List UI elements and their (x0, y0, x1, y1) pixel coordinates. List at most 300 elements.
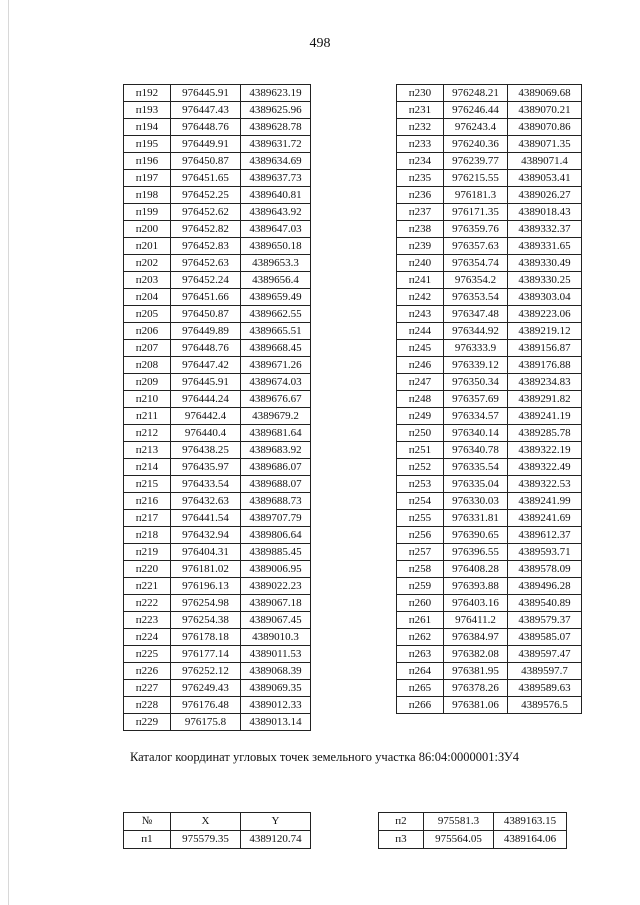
column-header-y: Y (241, 813, 311, 831)
table-row (397, 374, 582, 391)
table-row (397, 476, 582, 493)
point-id-cell: п211 (124, 408, 171, 425)
x-coordinate-cell: 976452.62 (171, 204, 241, 221)
table-row (397, 697, 582, 714)
table-row (397, 425, 582, 442)
table-row (124, 510, 311, 527)
table-row (397, 612, 582, 629)
x-coordinate-cell: 975581.3 (424, 813, 494, 831)
x-coordinate-cell: 976339.12 (444, 357, 508, 374)
point-id-cell: п218 (124, 527, 171, 544)
x-coordinate-cell: 976450.87 (171, 153, 241, 170)
x-coordinate-cell: 976239.77 (444, 153, 508, 170)
x-coordinate-cell: 976411.2 (444, 612, 508, 629)
x-coordinate-cell: 976243.4 (444, 119, 508, 136)
y-coordinate-cell: 4389668.45 (241, 340, 311, 357)
point-id-cell: п222 (124, 595, 171, 612)
table-row (124, 663, 311, 680)
y-coordinate-cell: 4389332.37 (508, 221, 582, 238)
x-coordinate-cell: 976254.38 (171, 612, 241, 629)
point-id-cell: п197 (124, 170, 171, 187)
x-coordinate-cell: 976393.88 (444, 578, 508, 595)
table-row (124, 374, 311, 391)
point-id-cell: п212 (124, 425, 171, 442)
table-row (124, 153, 311, 170)
point-id-cell: п201 (124, 238, 171, 255)
x-coordinate-cell: 976450.87 (171, 306, 241, 323)
x-coordinate-cell: 976433.54 (171, 476, 241, 493)
y-coordinate-cell: 4389322.49 (508, 459, 582, 476)
x-coordinate-cell: 976452.24 (171, 272, 241, 289)
table-row (397, 680, 582, 697)
y-coordinate-cell: 4389625.96 (241, 102, 311, 119)
point-id-cell: п208 (124, 357, 171, 374)
x-coordinate-cell: 976177.14 (171, 646, 241, 663)
point-id-cell: п194 (124, 119, 171, 136)
table-row (124, 527, 311, 544)
y-coordinate-cell: 4389659.49 (241, 289, 311, 306)
point-id-cell: п253 (397, 476, 444, 493)
table-row (397, 391, 582, 408)
point-id-cell: п254 (397, 493, 444, 510)
y-coordinate-cell: 4389679.2 (241, 408, 311, 425)
y-coordinate-cell: 4389637.73 (241, 170, 311, 187)
y-coordinate-cell: 4389070.86 (508, 119, 582, 136)
column-header-x: X (171, 813, 241, 831)
y-coordinate-cell: 4389628.78 (241, 119, 311, 136)
table-row (124, 714, 311, 731)
point-id-cell: п248 (397, 391, 444, 408)
point-id-cell: п231 (397, 102, 444, 119)
point-id-cell: п252 (397, 459, 444, 476)
table-row (397, 442, 582, 459)
y-coordinate-cell: 4389665.51 (241, 323, 311, 340)
y-coordinate-cell: 4389291.82 (508, 391, 582, 408)
y-coordinate-cell: 4389164.06 (494, 831, 567, 849)
y-coordinate-cell: 4389303.04 (508, 289, 582, 306)
table-row (124, 831, 311, 849)
point-id-cell: п263 (397, 646, 444, 663)
point-id-cell: п247 (397, 374, 444, 391)
point-id-cell: п195 (124, 136, 171, 153)
table-row (397, 510, 582, 527)
point-id-cell: п225 (124, 646, 171, 663)
table-row (124, 204, 311, 221)
table-header-row (124, 813, 311, 831)
y-coordinate-cell: 4389053.41 (508, 170, 582, 187)
x-coordinate-cell: 976354.74 (444, 255, 508, 272)
y-coordinate-cell: 4389067.45 (241, 612, 311, 629)
point-id-cell: п3 (379, 831, 424, 849)
x-coordinate-cell: 976448.76 (171, 119, 241, 136)
point-id-cell: п224 (124, 629, 171, 646)
table-row (397, 204, 582, 221)
x-coordinate-cell: 976176.48 (171, 697, 241, 714)
point-id-cell: п240 (397, 255, 444, 272)
y-coordinate-cell: 4389071.35 (508, 136, 582, 153)
x-coordinate-cell: 976452.82 (171, 221, 241, 238)
y-coordinate-cell: 4389589.63 (508, 680, 582, 697)
point-id-cell: п213 (124, 442, 171, 459)
y-coordinate-cell: 4389010.3 (241, 629, 311, 646)
x-coordinate-cell: 976353.54 (444, 289, 508, 306)
x-coordinate-cell: 976344.92 (444, 323, 508, 340)
y-coordinate-cell: 4389578.09 (508, 561, 582, 578)
point-id-cell: п237 (397, 204, 444, 221)
y-coordinate-cell: 4389623.19 (241, 85, 311, 102)
table-row (397, 357, 582, 374)
point-id-cell: п228 (124, 697, 171, 714)
coordinates-table-right (396, 84, 582, 714)
point-id-cell: п234 (397, 153, 444, 170)
table-row (124, 680, 311, 697)
y-coordinate-cell: 4389640.81 (241, 187, 311, 204)
y-coordinate-cell: 4389223.06 (508, 306, 582, 323)
point-id-cell: п217 (124, 510, 171, 527)
x-coordinate-cell: 976248.21 (444, 85, 508, 102)
y-coordinate-cell: 4389681.64 (241, 425, 311, 442)
x-coordinate-cell: 976215.55 (444, 170, 508, 187)
table-row (397, 561, 582, 578)
point-id-cell: п1 (124, 831, 171, 849)
y-coordinate-cell: 4389234.83 (508, 374, 582, 391)
y-coordinate-cell: 4389013.14 (241, 714, 311, 731)
point-id-cell: п229 (124, 714, 171, 731)
x-coordinate-cell: 976254.98 (171, 595, 241, 612)
x-coordinate-cell: 976252.12 (171, 663, 241, 680)
table-row (124, 459, 311, 476)
coordinates-table-left (123, 84, 311, 731)
point-id-cell: п235 (397, 170, 444, 187)
y-coordinate-cell: 4389496.28 (508, 578, 582, 595)
point-id-cell: п266 (397, 697, 444, 714)
x-coordinate-cell: 976178.18 (171, 629, 241, 646)
point-id-cell: п226 (124, 663, 171, 680)
x-coordinate-cell: 976240.36 (444, 136, 508, 153)
point-id-cell: п255 (397, 510, 444, 527)
x-coordinate-cell: 976440.4 (171, 425, 241, 442)
x-coordinate-cell: 976347.48 (444, 306, 508, 323)
x-coordinate-cell: 976333.9 (444, 340, 508, 357)
point-id-cell: п256 (397, 527, 444, 544)
x-coordinate-cell: 976449.91 (171, 136, 241, 153)
x-coordinate-cell: 976452.63 (171, 255, 241, 272)
y-coordinate-cell: 4389069.35 (241, 680, 311, 697)
y-coordinate-cell: 4389006.95 (241, 561, 311, 578)
y-coordinate-cell: 4389241.19 (508, 408, 582, 425)
y-coordinate-cell: 4389612.37 (508, 527, 582, 544)
table-row (124, 255, 311, 272)
x-coordinate-cell: 976357.63 (444, 238, 508, 255)
table-row (397, 238, 582, 255)
x-coordinate-cell: 976381.06 (444, 697, 508, 714)
y-coordinate-cell: 4389067.18 (241, 595, 311, 612)
table-row (124, 595, 311, 612)
table-row (124, 612, 311, 629)
x-coordinate-cell: 976404.31 (171, 544, 241, 561)
table-row (397, 136, 582, 153)
x-coordinate-cell: 976175.8 (171, 714, 241, 731)
x-coordinate-cell: 976408.28 (444, 561, 508, 578)
x-coordinate-cell: 975579.35 (171, 831, 241, 849)
x-coordinate-cell: 976432.94 (171, 527, 241, 544)
y-coordinate-cell: 4389653.3 (241, 255, 311, 272)
table-row (124, 408, 311, 425)
table-row (397, 544, 582, 561)
y-coordinate-cell: 4389018.43 (508, 204, 582, 221)
table-row (397, 221, 582, 238)
point-id-cell: п207 (124, 340, 171, 357)
y-coordinate-cell: 4389593.71 (508, 544, 582, 561)
table-row (124, 187, 311, 204)
point-id-cell: п241 (397, 272, 444, 289)
point-id-cell: п210 (124, 391, 171, 408)
table-row (379, 813, 567, 831)
y-coordinate-cell: 4389069.68 (508, 85, 582, 102)
point-id-cell: п223 (124, 612, 171, 629)
x-coordinate-cell: 976442.4 (171, 408, 241, 425)
point-id-cell: п261 (397, 612, 444, 629)
page-number: 498 (309, 36, 331, 51)
table-row (397, 663, 582, 680)
point-id-cell: п214 (124, 459, 171, 476)
point-id-cell: п230 (397, 85, 444, 102)
y-coordinate-cell: 4389070.21 (508, 102, 582, 119)
table-row (397, 459, 582, 476)
table-row (124, 442, 311, 459)
table-row (397, 170, 582, 187)
table-row (397, 646, 582, 663)
x-coordinate-cell: 976381.95 (444, 663, 508, 680)
y-coordinate-cell: 4389885.45 (241, 544, 311, 561)
x-coordinate-cell: 976246.44 (444, 102, 508, 119)
y-coordinate-cell: 4389322.19 (508, 442, 582, 459)
x-coordinate-cell: 976196.13 (171, 578, 241, 595)
x-coordinate-cell: 976451.65 (171, 170, 241, 187)
y-coordinate-cell: 4389331.65 (508, 238, 582, 255)
point-id-cell: п246 (397, 357, 444, 374)
table-row (379, 831, 567, 849)
point-id-cell: п244 (397, 323, 444, 340)
table-row (124, 340, 311, 357)
x-coordinate-cell: 976444.24 (171, 391, 241, 408)
point-id-cell: п209 (124, 374, 171, 391)
y-coordinate-cell: 4389241.69 (508, 510, 582, 527)
table-row (124, 136, 311, 153)
table-row (124, 425, 311, 442)
table-row (397, 595, 582, 612)
table-row (397, 578, 582, 595)
x-coordinate-cell: 976181.02 (171, 561, 241, 578)
x-coordinate-cell: 976435.97 (171, 459, 241, 476)
x-coordinate-cell: 976451.66 (171, 289, 241, 306)
y-coordinate-cell: 4389011.53 (241, 646, 311, 663)
y-coordinate-cell: 4389643.92 (241, 204, 311, 221)
x-coordinate-cell: 976445.91 (171, 85, 241, 102)
point-id-cell: п203 (124, 272, 171, 289)
table-row (124, 119, 311, 136)
table-row (397, 527, 582, 544)
catalog-table-right (378, 812, 567, 849)
x-coordinate-cell: 976438.25 (171, 442, 241, 459)
y-coordinate-cell: 4389634.69 (241, 153, 311, 170)
y-coordinate-cell: 4389683.92 (241, 442, 311, 459)
y-coordinate-cell: 4389707.79 (241, 510, 311, 527)
point-id-cell: п249 (397, 408, 444, 425)
catalog-title: Каталог координат угловых точек земельного участка 86:04:0000001:ЗУ4 (130, 750, 520, 764)
y-coordinate-cell: 4389219.12 (508, 323, 582, 340)
point-id-cell: п260 (397, 595, 444, 612)
point-id-cell: п242 (397, 289, 444, 306)
point-id-cell: п238 (397, 221, 444, 238)
table-row (124, 544, 311, 561)
point-id-cell: п258 (397, 561, 444, 578)
x-coordinate-cell: 976359.76 (444, 221, 508, 238)
table-row (124, 697, 311, 714)
table-row (124, 646, 311, 663)
y-coordinate-cell: 4389674.03 (241, 374, 311, 391)
point-id-cell: п204 (124, 289, 171, 306)
y-coordinate-cell: 4389579.37 (508, 612, 582, 629)
y-coordinate-cell: 4389686.07 (241, 459, 311, 476)
point-id-cell: п200 (124, 221, 171, 238)
point-id-cell: п196 (124, 153, 171, 170)
y-coordinate-cell: 4389241.99 (508, 493, 582, 510)
table-row (124, 289, 311, 306)
table-row (397, 340, 582, 357)
table-row (124, 85, 311, 102)
y-coordinate-cell: 4389656.4 (241, 272, 311, 289)
table-row (124, 102, 311, 119)
table-row (124, 238, 311, 255)
point-id-cell: п264 (397, 663, 444, 680)
table-row (124, 306, 311, 323)
x-coordinate-cell: 976441.54 (171, 510, 241, 527)
y-coordinate-cell: 4389026.27 (508, 187, 582, 204)
point-id-cell: п221 (124, 578, 171, 595)
y-coordinate-cell: 4389671.26 (241, 357, 311, 374)
table-row (397, 119, 582, 136)
x-coordinate-cell: 975564.05 (424, 831, 494, 849)
x-coordinate-cell: 976331.81 (444, 510, 508, 527)
point-id-cell: п243 (397, 306, 444, 323)
point-id-cell: п262 (397, 629, 444, 646)
x-coordinate-cell: 976445.91 (171, 374, 241, 391)
y-coordinate-cell: 4389156.87 (508, 340, 582, 357)
x-coordinate-cell: 976403.16 (444, 595, 508, 612)
point-id-cell: п239 (397, 238, 444, 255)
x-coordinate-cell: 976334.57 (444, 408, 508, 425)
table-row (397, 289, 582, 306)
y-coordinate-cell: 4389022.23 (241, 578, 311, 595)
column-header-number: № (124, 813, 171, 831)
x-coordinate-cell: 976449.89 (171, 323, 241, 340)
y-coordinate-cell: 4389322.53 (508, 476, 582, 493)
x-coordinate-cell: 976354.2 (444, 272, 508, 289)
x-coordinate-cell: 976448.76 (171, 340, 241, 357)
y-coordinate-cell: 4389330.49 (508, 255, 582, 272)
table-row (397, 323, 582, 340)
point-id-cell: п232 (397, 119, 444, 136)
point-id-cell: п265 (397, 680, 444, 697)
x-coordinate-cell: 976452.25 (171, 187, 241, 204)
table-row (124, 493, 311, 510)
x-coordinate-cell: 976350.34 (444, 374, 508, 391)
point-id-cell: п233 (397, 136, 444, 153)
table-row (124, 578, 311, 595)
catalog-table-left (123, 812, 311, 849)
table-row (397, 493, 582, 510)
y-coordinate-cell: 4389806.64 (241, 527, 311, 544)
point-id-cell: п259 (397, 578, 444, 595)
x-coordinate-cell: 976340.78 (444, 442, 508, 459)
x-coordinate-cell: 976181.3 (444, 187, 508, 204)
point-id-cell: п193 (124, 102, 171, 119)
table-row (397, 272, 582, 289)
table-row (397, 255, 582, 272)
y-coordinate-cell: 4389071.4 (508, 153, 582, 170)
x-coordinate-cell: 976171.35 (444, 204, 508, 221)
y-coordinate-cell: 4389647.03 (241, 221, 311, 238)
point-id-cell: п245 (397, 340, 444, 357)
table-row (124, 221, 311, 238)
y-coordinate-cell: 4389688.73 (241, 493, 311, 510)
x-coordinate-cell: 976447.42 (171, 357, 241, 374)
y-coordinate-cell: 4389597.47 (508, 646, 582, 663)
y-coordinate-cell: 4389650.18 (241, 238, 311, 255)
x-coordinate-cell: 976452.83 (171, 238, 241, 255)
x-coordinate-cell: 976378.26 (444, 680, 508, 697)
x-coordinate-cell: 976390.65 (444, 527, 508, 544)
y-coordinate-cell: 4389688.07 (241, 476, 311, 493)
y-coordinate-cell: 4389662.55 (241, 306, 311, 323)
y-coordinate-cell: 4389540.89 (508, 595, 582, 612)
table-row (124, 272, 311, 289)
x-coordinate-cell: 976382.08 (444, 646, 508, 663)
point-id-cell: п199 (124, 204, 171, 221)
table-row (124, 561, 311, 578)
table-row (397, 306, 582, 323)
point-id-cell: п2 (379, 813, 424, 831)
x-coordinate-cell: 976384.97 (444, 629, 508, 646)
point-id-cell: п227 (124, 680, 171, 697)
point-id-cell: п236 (397, 187, 444, 204)
y-coordinate-cell: 4389585.07 (508, 629, 582, 646)
x-coordinate-cell: 976249.43 (171, 680, 241, 697)
y-coordinate-cell: 4389068.39 (241, 663, 311, 680)
table-row (397, 153, 582, 170)
y-coordinate-cell: 4389163.15 (494, 813, 567, 831)
y-coordinate-cell: 4389285.78 (508, 425, 582, 442)
x-coordinate-cell: 976340.14 (444, 425, 508, 442)
y-coordinate-cell: 4389176.88 (508, 357, 582, 374)
x-coordinate-cell: 976432.63 (171, 493, 241, 510)
point-id-cell: п216 (124, 493, 171, 510)
y-coordinate-cell: 4389330.25 (508, 272, 582, 289)
point-id-cell: п219 (124, 544, 171, 561)
table-row (124, 391, 311, 408)
point-id-cell: п192 (124, 85, 171, 102)
point-id-cell: п202 (124, 255, 171, 272)
point-id-cell: п250 (397, 425, 444, 442)
y-coordinate-cell: 4389676.67 (241, 391, 311, 408)
table-row (397, 629, 582, 646)
x-coordinate-cell: 976447.43 (171, 102, 241, 119)
point-id-cell: п257 (397, 544, 444, 561)
point-id-cell: п220 (124, 561, 171, 578)
x-coordinate-cell: 976335.54 (444, 459, 508, 476)
y-coordinate-cell: 4389631.72 (241, 136, 311, 153)
